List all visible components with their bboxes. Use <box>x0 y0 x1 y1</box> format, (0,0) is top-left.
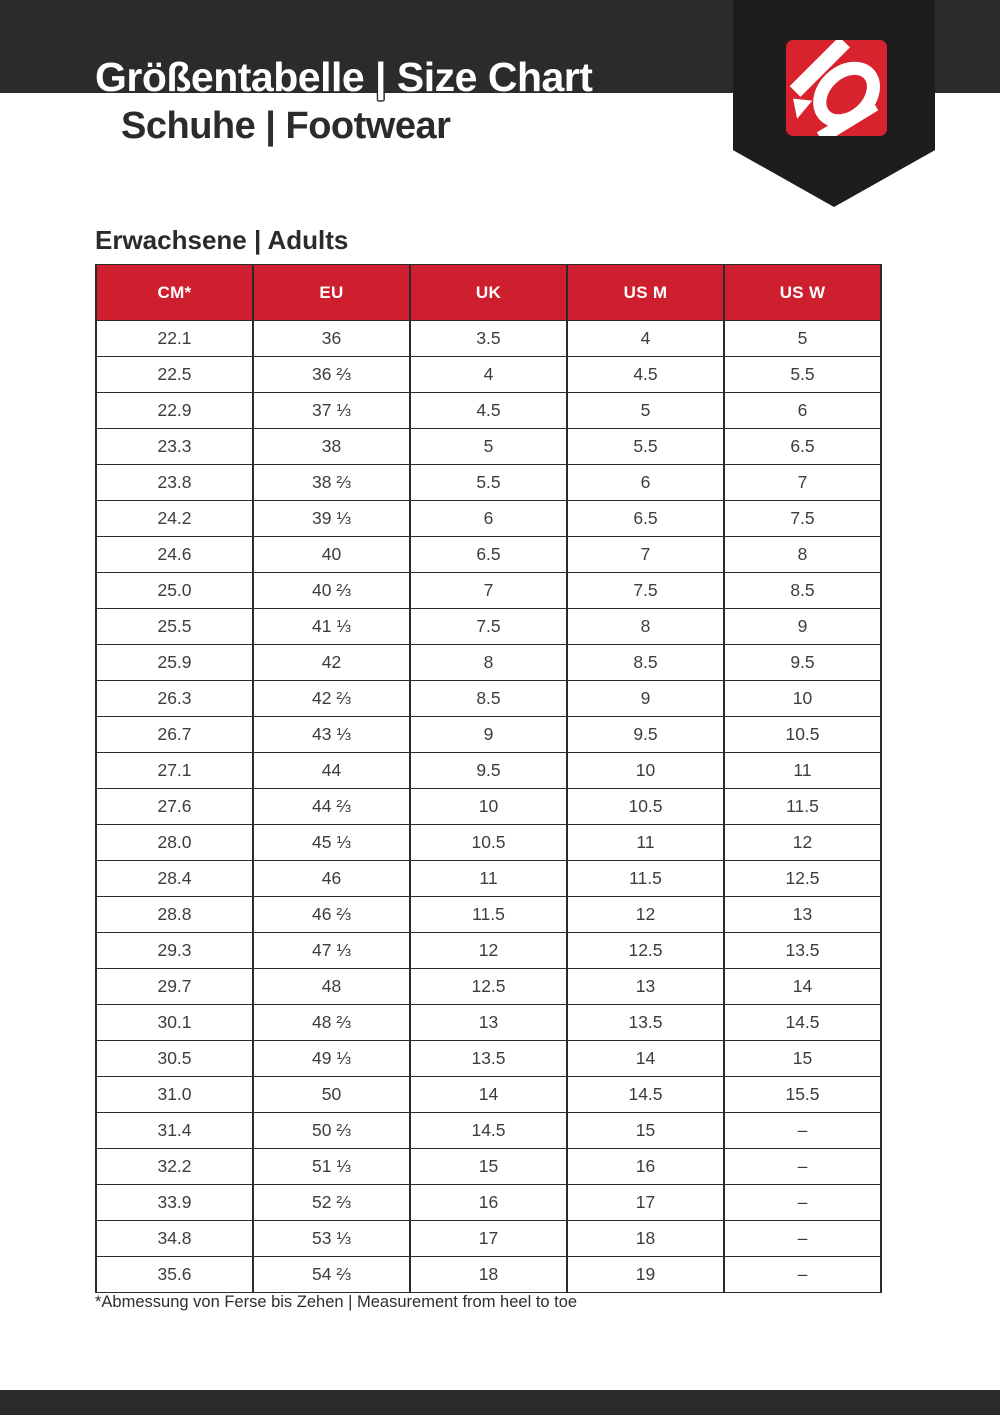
size-cell: 25.9 <box>96 645 253 681</box>
size-cell: 10.5 <box>567 789 724 825</box>
size-cell: 33.9 <box>96 1185 253 1221</box>
size-cell: 50 <box>253 1077 410 1113</box>
size-cell: 17 <box>567 1185 724 1221</box>
size-cell: 24.6 <box>96 537 253 573</box>
table-row <box>96 1113 881 1149</box>
column-header: CM* <box>96 265 253 321</box>
table-row <box>96 1077 881 1113</box>
size-cell: 11 <box>724 753 881 789</box>
size-cell: 40 ⅔ <box>253 573 410 609</box>
size-cell: 22.9 <box>96 393 253 429</box>
size-cell: 51 ⅓ <box>253 1149 410 1185</box>
table-row <box>96 1257 881 1293</box>
size-cell: 5.5 <box>410 465 567 501</box>
size-cell: 17 <box>410 1221 567 1257</box>
size-cell: 4 <box>410 357 567 393</box>
size-cell: 12 <box>410 933 567 969</box>
size-cell: 23.8 <box>96 465 253 501</box>
table-row <box>96 717 881 753</box>
size-cell: 22.5 <box>96 357 253 393</box>
size-cell: 13 <box>410 1005 567 1041</box>
size-cell: 49 ⅓ <box>253 1041 410 1077</box>
size-cell: 25.5 <box>96 609 253 645</box>
size-cell: 11.5 <box>410 897 567 933</box>
size-cell: 15 <box>567 1113 724 1149</box>
size-cell: 6.5 <box>567 501 724 537</box>
size-cell: 39 ⅓ <box>253 501 410 537</box>
size-cell: 5.5 <box>724 357 881 393</box>
size-cell: 7 <box>567 537 724 573</box>
size-cell: 48 ⅔ <box>253 1005 410 1041</box>
size-cell: 26.3 <box>96 681 253 717</box>
size-cell: 53 ⅓ <box>253 1221 410 1257</box>
table-row <box>96 429 881 465</box>
size-cell: 8 <box>410 645 567 681</box>
five-ten-logo-icon <box>786 40 887 136</box>
size-cell: 25.0 <box>96 573 253 609</box>
size-conversion-table <box>95 264 882 1293</box>
column-header-row <box>96 265 881 321</box>
size-cell: 28.0 <box>96 825 253 861</box>
size-cell: 24.2 <box>96 501 253 537</box>
table-row <box>96 573 881 609</box>
table-row <box>96 321 881 357</box>
size-cell: 32.2 <box>96 1149 253 1185</box>
size-cell: 10.5 <box>410 825 567 861</box>
size-cell: 11 <box>410 861 567 897</box>
size-cell: 9 <box>567 681 724 717</box>
size-cell: 9 <box>410 717 567 753</box>
size-cell: 7.5 <box>724 501 881 537</box>
size-cell: 13 <box>567 969 724 1005</box>
size-cell: 11.5 <box>724 789 881 825</box>
size-cell: 23.3 <box>96 429 253 465</box>
size-cell: 8.5 <box>567 645 724 681</box>
table-row <box>96 537 881 573</box>
size-cell: 28.4 <box>96 861 253 897</box>
size-cell: 6.5 <box>724 429 881 465</box>
size-cell: 41 ⅓ <box>253 609 410 645</box>
size-cell: 13.5 <box>724 933 881 969</box>
size-cell: 7.5 <box>410 609 567 645</box>
table-row <box>96 861 881 897</box>
size-cell: 42 <box>253 645 410 681</box>
size-cell: 19 <box>567 1257 724 1293</box>
size-cell: 14 <box>724 969 881 1005</box>
size-cell: 6.5 <box>410 537 567 573</box>
size-cell: 12.5 <box>567 933 724 969</box>
size-cell: 8.5 <box>724 573 881 609</box>
table-row <box>96 1221 881 1257</box>
size-cell: 52 ⅔ <box>253 1185 410 1221</box>
size-cell: 9 <box>724 609 881 645</box>
measurement-footnote: *Abmessung von Ferse bis Zehen | Measurement from heel to toe <box>95 1293 578 1311</box>
size-cell: 14 <box>567 1041 724 1077</box>
size-cell: 13 <box>724 897 881 933</box>
size-cell: 37 ⅓ <box>253 393 410 429</box>
table-row <box>96 609 881 645</box>
size-cell: 45 ⅓ <box>253 825 410 861</box>
table-row <box>96 969 881 1005</box>
size-cell: 30.1 <box>96 1005 253 1041</box>
size-cell: 5 <box>410 429 567 465</box>
size-cell: 12 <box>724 825 881 861</box>
size-cell: 13.5 <box>567 1005 724 1041</box>
size-cell: 13.5 <box>410 1041 567 1077</box>
size-cell: 12.5 <box>724 861 881 897</box>
size-cell: 7 <box>724 465 881 501</box>
size-cell: 7 <box>410 573 567 609</box>
size-cell: 22.1 <box>96 321 253 357</box>
table-row <box>96 1185 881 1221</box>
size-cell: 6 <box>410 501 567 537</box>
size-cell: 15 <box>724 1041 881 1077</box>
size-cell: 9.5 <box>410 753 567 789</box>
brand-pennant <box>733 0 935 207</box>
size-cell: 14.5 <box>567 1077 724 1113</box>
size-cell: 10 <box>724 681 881 717</box>
size-cell: 16 <box>410 1185 567 1221</box>
size-cell: 47 ⅓ <box>253 933 410 969</box>
size-cell: 14.5 <box>724 1005 881 1041</box>
size-cell: 15 <box>410 1149 567 1185</box>
size-cell: 9.5 <box>567 717 724 753</box>
size-cell: 10.5 <box>724 717 881 753</box>
size-cell: 42 ⅔ <box>253 681 410 717</box>
size-cell: 3.5 <box>410 321 567 357</box>
size-cell: 28.8 <box>96 897 253 933</box>
size-cell: 7.5 <box>567 573 724 609</box>
table-row <box>96 897 881 933</box>
size-cell: 18 <box>567 1221 724 1257</box>
page-title: Größentabelle | Size Chart <box>95 54 593 100</box>
size-cell: 40 <box>253 537 410 573</box>
table-row <box>96 789 881 825</box>
table-row <box>96 393 881 429</box>
size-cell: 4.5 <box>567 357 724 393</box>
page-subtitle: Schuhe | Footwear <box>121 105 451 147</box>
size-cell: 5 <box>567 393 724 429</box>
size-cell: 38 ⅔ <box>253 465 410 501</box>
size-cell: 6 <box>724 393 881 429</box>
size-cell: 31.0 <box>96 1077 253 1113</box>
table-row <box>96 753 881 789</box>
size-cell: 12.5 <box>410 969 567 1005</box>
size-cell: – <box>724 1149 881 1185</box>
table-row <box>96 1041 881 1077</box>
size-cell: 27.6 <box>96 789 253 825</box>
size-cell: 16 <box>567 1149 724 1185</box>
section-heading: Erwachsene | Adults <box>95 225 349 255</box>
size-table-head <box>96 265 881 321</box>
footer-bar <box>0 1390 1000 1415</box>
table-row <box>96 357 881 393</box>
size-cell: 15.5 <box>724 1077 881 1113</box>
column-header: UK <box>410 265 567 321</box>
size-cell: 26.7 <box>96 717 253 753</box>
size-cell: 30.5 <box>96 1041 253 1077</box>
table-row <box>96 645 881 681</box>
size-cell: 5.5 <box>567 429 724 465</box>
size-cell: 9.5 <box>724 645 881 681</box>
size-cell: 14 <box>410 1077 567 1113</box>
size-cell: 44 ⅔ <box>253 789 410 825</box>
column-header: US W <box>724 265 881 321</box>
size-cell: 43 ⅓ <box>253 717 410 753</box>
size-cell: – <box>724 1185 881 1221</box>
size-cell: 46 ⅔ <box>253 897 410 933</box>
size-cell: 36 <box>253 321 410 357</box>
size-cell: 27.1 <box>96 753 253 789</box>
size-cell: 31.4 <box>96 1113 253 1149</box>
table-row <box>96 501 881 537</box>
size-cell: 5 <box>724 321 881 357</box>
size-cell: 54 ⅔ <box>253 1257 410 1293</box>
table-row <box>96 933 881 969</box>
size-cell: 10 <box>567 753 724 789</box>
size-cell: 48 <box>253 969 410 1005</box>
size-cell: 11 <box>567 825 724 861</box>
size-cell: 4.5 <box>410 393 567 429</box>
table-row <box>96 825 881 861</box>
table-row <box>96 681 881 717</box>
size-cell: 34.8 <box>96 1221 253 1257</box>
size-cell: 14.5 <box>410 1113 567 1149</box>
size-cell: 8.5 <box>410 681 567 717</box>
table-row <box>96 1005 881 1041</box>
column-header: US M <box>567 265 724 321</box>
column-header: EU <box>253 265 410 321</box>
size-cell: – <box>724 1113 881 1149</box>
size-cell: 6 <box>567 465 724 501</box>
table-row <box>96 465 881 501</box>
size-cell: – <box>724 1257 881 1293</box>
size-cell: 38 <box>253 429 410 465</box>
size-cell: 29.3 <box>96 933 253 969</box>
size-cell: 29.7 <box>96 969 253 1005</box>
size-cell: 36 ⅔ <box>253 357 410 393</box>
size-cell: 10 <box>410 789 567 825</box>
size-cell: 44 <box>253 753 410 789</box>
size-cell: 8 <box>567 609 724 645</box>
size-cell: 4 <box>567 321 724 357</box>
size-table-body <box>96 321 881 1293</box>
table-row <box>96 1149 881 1185</box>
size-cell: 50 ⅔ <box>253 1113 410 1149</box>
size-cell: 35.6 <box>96 1257 253 1293</box>
size-cell: 46 <box>253 861 410 897</box>
size-cell: 11.5 <box>567 861 724 897</box>
size-cell: 12 <box>567 897 724 933</box>
size-cell: 8 <box>724 537 881 573</box>
size-cell: 18 <box>410 1257 567 1293</box>
size-cell: – <box>724 1221 881 1257</box>
